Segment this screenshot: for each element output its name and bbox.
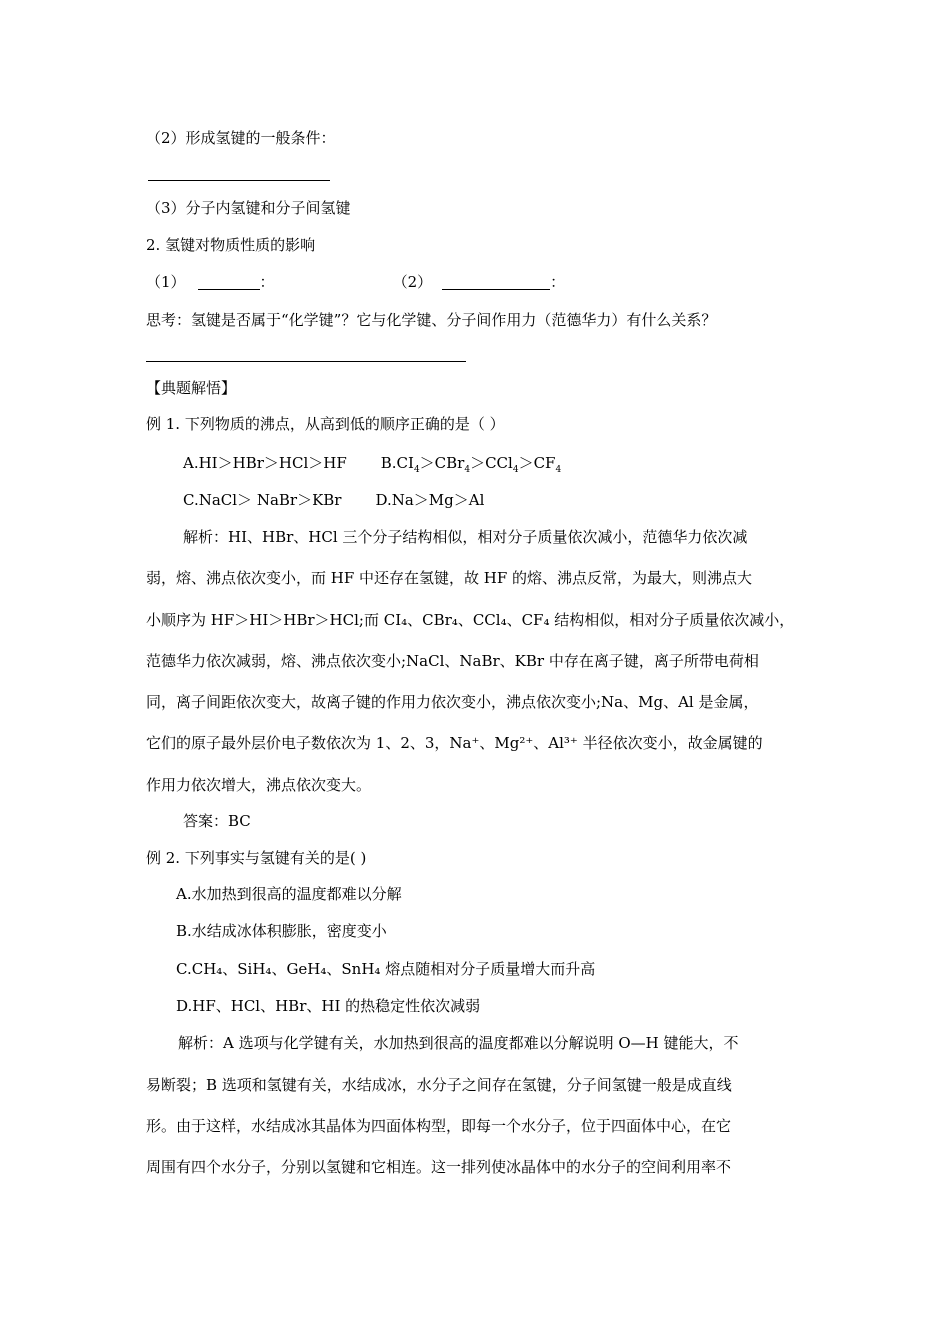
example-2-option-b: B.水结成冰体积膨胀，密度变小 bbox=[176, 922, 387, 940]
example-2-analysis-line-3: 形。由于这样，水结成冰其晶体为四面体构型，即每一个水分子，位于四面体中心，在它 bbox=[146, 1117, 732, 1135]
example-2-analysis-line-4: 周围有四个水分子，分别以氢键和它相连。这一排列使冰晶体中的水分子的空间利用率不 bbox=[146, 1158, 732, 1176]
example-1-analysis-line-3: 小顺序为 HF＞HI＞HBr＞HCl;而 CI₄、CBr₄、CCl₄、CF₄ 结构相似，相对分子质量依次减小， bbox=[146, 611, 795, 629]
item-2-condition: （2）形成氢键的一般条件： bbox=[146, 129, 336, 147]
example-2-option-c: C.CH₄、SiH₄、GeH₄、SnH₄ 熔点随相对分子质量增大而升高 bbox=[176, 960, 596, 978]
example-1-analysis-line-7: 作用力依次增大，沸点依次变大。 bbox=[146, 776, 372, 794]
option-a: A.HI＞HBr＞HCl＞HF bbox=[183, 454, 347, 472]
blank-2-line bbox=[442, 274, 550, 290]
blank-2-label: （2） bbox=[392, 273, 433, 291]
example-2-analysis-line-2: 易断裂；B 选项和氢键有关，水结成冰，水分子之间存在氢键，分子间氢键一般是成直线 bbox=[146, 1076, 732, 1094]
example-1-options-cd bbox=[183, 490, 484, 510]
option-d: D.Na＞Mg＞Al bbox=[375, 491, 485, 509]
blank-1-suffix: ： bbox=[259, 273, 275, 291]
option-b: $B.CI_4>CBr_4>CCl_4>CF_4$ bbox=[380, 454, 562, 475]
example-1-answer: 答案：BC bbox=[183, 812, 251, 830]
blank-2-suffix: ： bbox=[550, 273, 566, 291]
example-2-question: 例 2. 下列事实与氢键有关的是( ) bbox=[146, 849, 367, 867]
example-2-option-d: D.HF、HCl、HBr、HI 的热稳定性依次减弱 bbox=[176, 997, 481, 1015]
section-heading: 【典题解悟】 bbox=[146, 379, 237, 397]
example-1-analysis-line-6: 它们的原子最外层价电子数依次为 1、2、3，Na⁺、Mg²⁺、Al³⁺ 半径依次变小，故金属键的 bbox=[146, 734, 763, 752]
answer-blank-line bbox=[148, 180, 330, 181]
section-2-title: 2. 氢键对物质性质的影响 bbox=[146, 236, 316, 254]
example-1-analysis-line-2: 弱，熔、沸点依次变小，而 HF 中还存在氢键，故 HF 的熔、沸点反常，为最大，则沸点大 bbox=[146, 569, 753, 587]
blank-1-line bbox=[198, 274, 260, 290]
item-3-intramolecular: （3）分子内氢键和分子间氢键 bbox=[146, 199, 351, 217]
example-2-analysis-line-1: 解析：A 选项与化学键有关，水加热到很高的温度都难以分解说明 O—H 键能大，不 bbox=[178, 1034, 739, 1052]
blank-1-label: （1） bbox=[146, 273, 186, 291]
example-1-question: 例 1. 下列物质的沸点，从高到低的顺序正确的是（ ） bbox=[146, 415, 505, 433]
blank-row bbox=[146, 272, 565, 292]
example-1-options-ab bbox=[183, 453, 561, 473]
example-2-option-a: A.水加热到很高的温度都难以分解 bbox=[176, 885, 402, 903]
example-1-analysis-line-4: 范德华力依次减弱，熔、沸点依次变小;NaCl、NaBr、KBr 中存在离子键，离子所带电荷相 bbox=[146, 652, 759, 670]
example-1-analysis-line-5: 同，离子间距依次变大，故离子键的作用力依次变小，沸点依次变小;Na、Mg、Al 是金属， bbox=[146, 693, 759, 711]
example-1-analysis-line-1: 解析：HI、HBr、HCl 三个分子结构相似，相对分子质量依次减小，范德华力依次减 bbox=[183, 528, 748, 546]
option-c: C.NaCl＞ NaBr＞KBr bbox=[183, 491, 342, 509]
think-question: 思考：氢键是否属于“化学键”？它与化学键、分子间作用力（范德华力）有什么关系？ bbox=[146, 311, 717, 329]
think-answer-line bbox=[146, 361, 466, 362]
